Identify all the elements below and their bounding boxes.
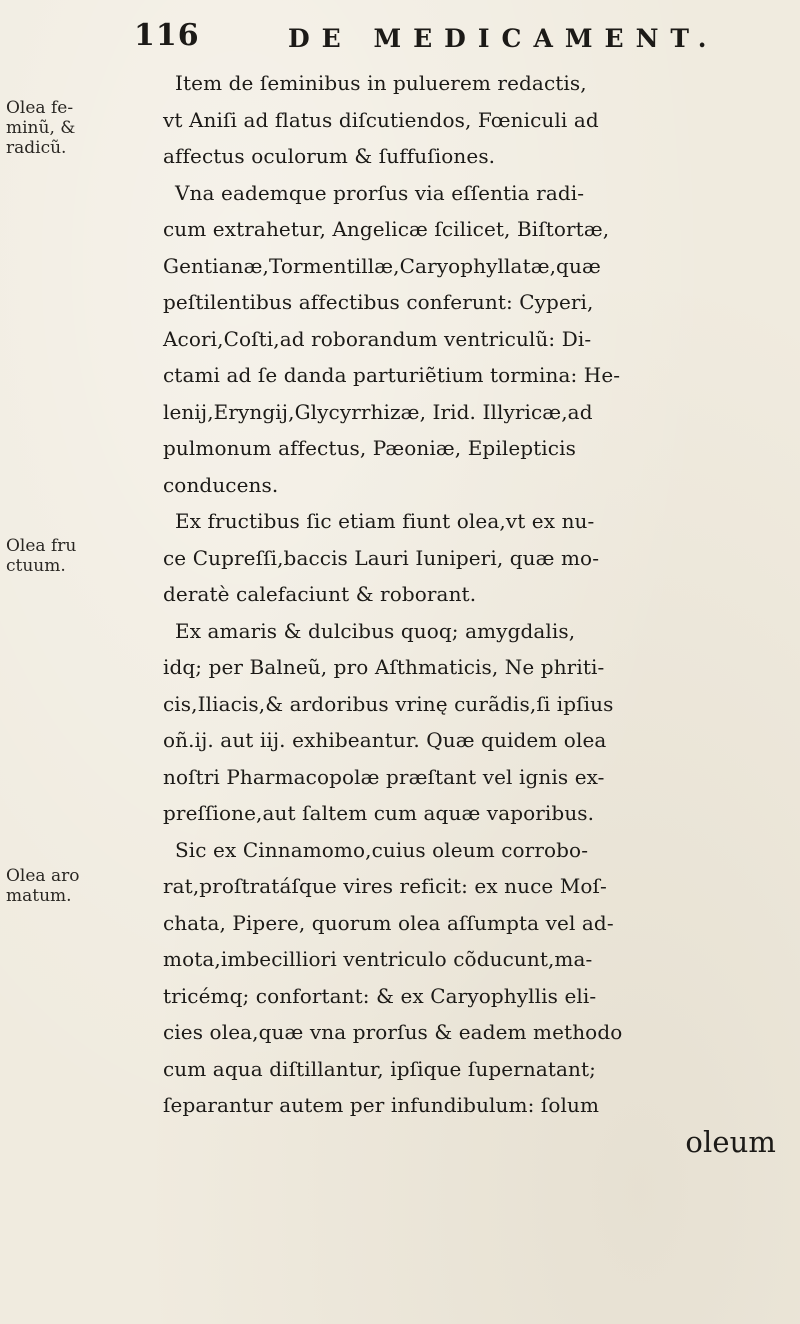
text-line: ſeparantur autem per infundibulum: ſolum	[163, 1093, 600, 1117]
text-line: peſtilentibus affectibus conferunt: Cyperi,	[163, 290, 594, 314]
page-header	[0, 18, 800, 58]
text-line: Gentianæ,Tormentillæ,Caryophyllatæ,quæ	[163, 253, 601, 278]
text-line: oñ.ij. aut iij. exhibeantur. Quæ quidem olea	[163, 728, 607, 752]
margin-note-line: minũ, &	[6, 118, 76, 138]
text-line: cis,Iliacis,& ardoribus vrinę curãdis,ſi ipſius	[163, 691, 614, 716]
margin-note-line: matum.	[6, 886, 72, 906]
text-line: pulmonum affectus, Pæoniæ, Epilepticis	[163, 436, 576, 460]
text-line: rat,proſtratáſque vires reficit: ex nuce Moſ-	[163, 874, 607, 898]
text-line: deratè calefaciunt & roborant.	[163, 582, 477, 606]
catchword: oleum	[685, 1124, 776, 1159]
text-line: Ex amaris & dulcibus quoq; amygdalis,	[175, 618, 576, 643]
text-line: tricémq; confortant: & ex Caryophyllis eli-	[163, 983, 597, 1008]
text-line: cum aqua diſtillantur, ipſique ſupernatant;	[163, 1056, 597, 1081]
text-line: cum extrahetur, Angelicæ ſcilicet, Biſtortæ,	[163, 217, 610, 241]
page-number: 116	[134, 18, 200, 53]
text-line: ce Cupreſſi,baccis Lauri Iuniperi, quæ mo-	[163, 545, 600, 570]
margin-note-line: Olea fru	[6, 536, 77, 556]
text-line: preſſione,aut ſaltem cum aquæ vaporibus.	[163, 801, 595, 825]
margin-note-line: Olea fe-	[6, 98, 74, 118]
text-line: Ex fructibus ſic etiam fiunt olea,vt ex nu-	[175, 509, 595, 533]
text-line: lenij,Eryngij,Glycyrrhizæ, Irid. Illyricæ,ad	[163, 399, 593, 424]
text-line: ctami ad ſe danda parturiẽtium tormina: He-	[163, 363, 621, 387]
margin-note-line: radicũ.	[6, 138, 67, 158]
text-line: affectus oculorum & ſuffuſiones.	[163, 144, 496, 168]
margin-note-line: Olea aro	[6, 866, 80, 886]
text-line: conducens.	[163, 472, 279, 497]
text-line: Vna eademque prorſus via eſſentia radi-	[175, 180, 585, 205]
text-line: mota,imbecilliori ventriculo cõducunt,ma-	[163, 947, 593, 971]
text-line: Sic ex Cinnamomo,cuius oleum corrobo-	[175, 837, 589, 862]
text-line: Acori,Coſti,ad roborandum ventriculũ: Di-	[163, 326, 592, 351]
text-line: idq; per Balneũ, pro Aſthmaticis, Ne phriti-	[163, 655, 605, 679]
body-text	[163, 65, 800, 1160]
margin-note-aromatics	[6, 866, 136, 906]
running-head: DE MEDICAMENT.	[288, 24, 719, 53]
text-line: chata, Pipere, quorum olea aſſumpta vel ad-	[163, 910, 614, 935]
margin-note-fruits	[6, 536, 136, 576]
text-line: cies olea,quæ vna prorſus & eadem methodo	[163, 1020, 623, 1044]
margin-note-seeds-roots	[6, 98, 136, 158]
text-line: Item de ſeminibus in puluerem redactis,	[175, 71, 587, 95]
margin-note-line: ctuum.	[6, 556, 66, 576]
text-line: noſtri Pharmacopolæ præſtant vel ignis ex-	[163, 764, 605, 789]
text-line: vt Aniſi ad flatus diſcutiendos, Fœniculi ad	[163, 107, 599, 132]
